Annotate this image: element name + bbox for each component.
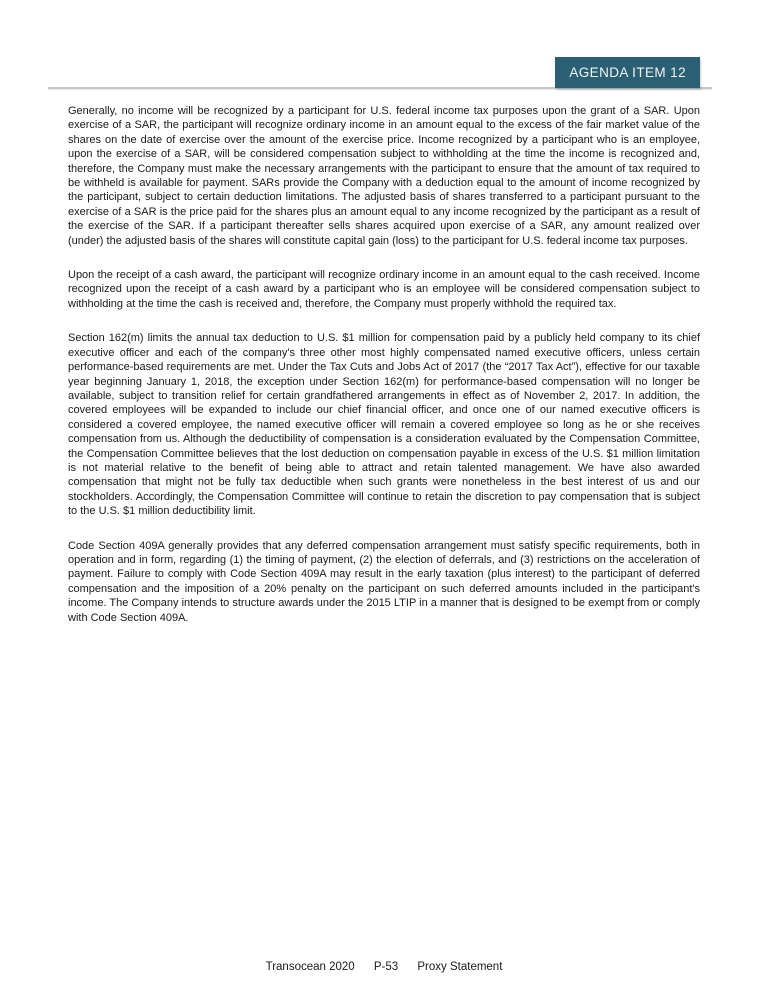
agenda-item-badge: AGENDA ITEM 12 [555, 57, 700, 88]
footer-company: Transocean 2020 [265, 961, 355, 973]
document-body [68, 104, 700, 645]
paragraph-code-section-409a: Code Section 409A generally provides that any deferred compensation arrangement must satisfy specific requirements, both in operation and in form, regarding (1) the timing of payment, (2) the election of deferrals, and (3) restrictions on the acceleration of payment. Failure to comply with Code Section 409A may result in the early taxation (plus interest) to the participant of deferred compensation and the imposition of a 20% penalty on the participant on such deferred amounts included in the participant's income. The Company intends to structure awards under the 2015 LTIP in a manner that is designed to be exempt from or comply with Code Section 409A. [68, 539, 700, 624]
paragraph-sar-tax-treatment: Generally, no income will be recognized by a participant for U.S. federal income tax purposes upon the grant of a SAR. Upon exercise of a SAR, the participant will recognize ordinary income in an amount equal to the excess of the fair market value of the shares on the date of exercise over the amount of the exercise price. Income recognized by a participant who is an employee, upon the exercise of a SAR, will be considered compensation subject to withholding at the time the income is recognized and, therefore, the Company must make the necessary arrangements with the participant to ensure that the amount of tax required to be withheld is available for payment. SARs provide the Company with a deduction equal to the amount of income recognized by the participant, subject to certain deduction limitations. The adjusted basis of shares transferred to a participant pursuant to the exercise of a SAR is the price paid for the shares plus an amount equal to any income recognized by the participant as a result of the exercise of the SAR. If a participant thereafter sells shares acquired upon exercise of a SAR, any amount realized over (under) the adjusted basis of the shares will constitute capital gain (loss) to the participant for U.S. federal income tax purposes. [68, 105, 700, 247]
paragraph-cash-award-tax-treatment: Upon the receipt of a cash award, the participant will recognize ordinary income in an amount equal to the cash received. Income recognized upon the receipt of a cash award by a participant who is an employee will be considered compensation subject to withholding at the time the cash is received and, therefore, the Company must properly withhold the required tax. [68, 269, 700, 310]
page-footer [0, 961, 768, 973]
footer-page-number: P-53 [373, 961, 399, 973]
paragraph-section-162m: Section 162(m) limits the annual tax deduction to U.S. $1 million for compensation paid by a publicly held company to its chief executive officer and each of the company's three other most highly compensated named executive officers, unless certain performance-based requirements are met. Under the Tax Cuts and Jobs Act of 2017 (the “2017 Tax Act”), effective for our taxable year beginning January 1, 2018, the exception under Section 162(m) for performance-based compensation will no longer be available, subject to transition relief for certain grandfathered arrangements in effect as of November 2, 2017. In addition, the covered employees will be expanded to include our chief financial officer, and once one of our named executive officers is considered a covered employee, the named executive officer will remain a covered employee so long as he or she receives compensation from us. Although the deductibility of compensation is a consideration evaluated by the Compensation Committee, the Compensation Committee believes that the lost deduction on compensation payable in excess of the U.S. $1 million limitation is not material relative to the benefit of being able to attract and retain talented management. We have also awarded compensation that might not be fully tax deductible when such grants were nonetheless in the best interest of us and our stockholders. Accordingly, the Compensation Committee will continue to retain the discretion to pay compensation that is subject to the U.S. $1 million deductibility limit. [68, 332, 700, 518]
footer-doc-title: Proxy Statement [417, 961, 503, 973]
